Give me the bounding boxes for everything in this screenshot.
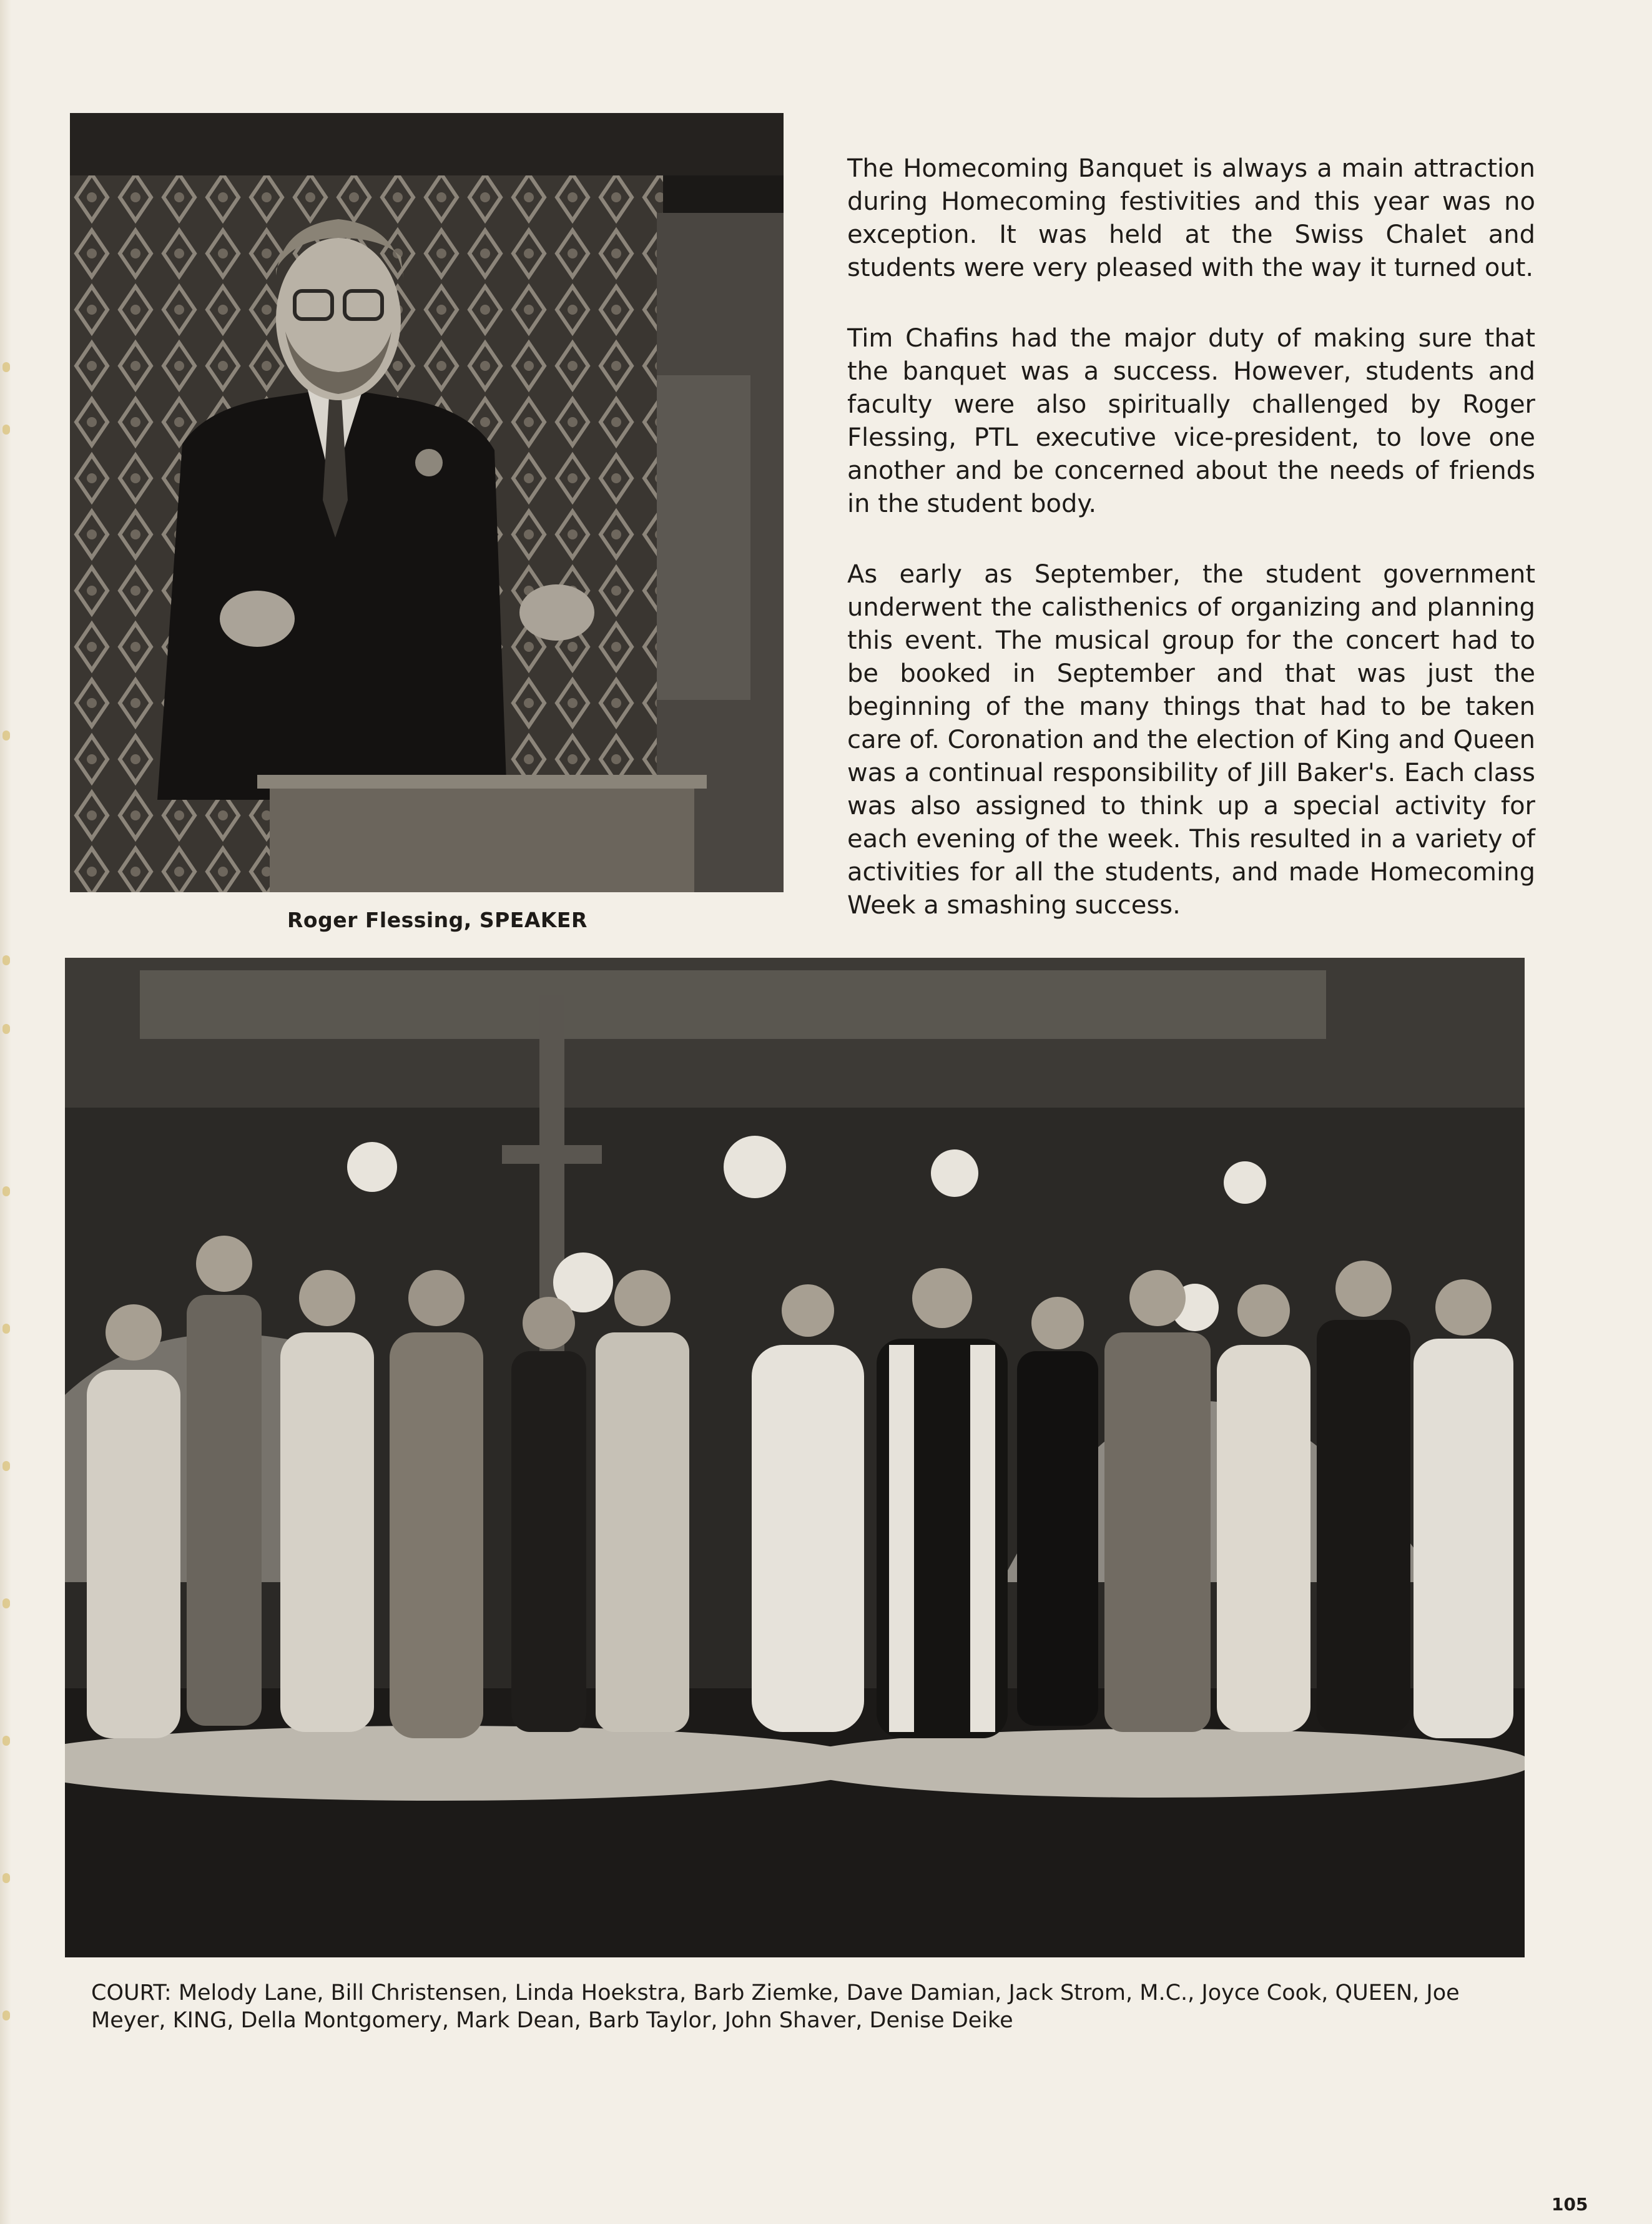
binding-hole xyxy=(2,1873,10,1883)
article-paragraph: As early as September, the student government underwent the calisthenics of organizing and planning this event. The musical group for the concert had to be booked in September and that was just the beginning of the many things that had to be taken care of. Coronation and the election of King and Queen was a continual responsibility of Jill Baker's. Each class was also assigned to think up a special activity for each evening of the week. This resulted in a variety of activities for all the students, and made Homecoming Week a smashing success. xyxy=(847,560,1535,920)
binding-hole xyxy=(2,1186,10,1196)
speaker-caption: Roger Flessing, SPEAKER xyxy=(287,908,588,932)
article-body xyxy=(847,152,1535,960)
article-paragraph: Tim Chafins had the major duty of making sure that the banquet was a success. However, students and faculty were also spiritually challenged by Roger Flessing, PTL executive vice-president, to love one another and be concerned about the needs of friends in the student body. xyxy=(847,324,1535,518)
article-paragraph: The Homecoming Banquet is always a main attraction during Homecoming festivities and this year was no exception. It was held at the Swiss Chalet and students were very pleased with the way it turned out. xyxy=(847,154,1535,282)
binding-hole xyxy=(2,1024,10,1034)
court-photo xyxy=(65,958,1525,1957)
binding-hole xyxy=(2,955,10,965)
binding-hole xyxy=(2,1461,10,1471)
binding-hole xyxy=(2,362,10,372)
binding-hole xyxy=(2,1736,10,1746)
binding-edge xyxy=(0,0,11,2224)
court-caption: COURT: Melody Lane, Bill Christensen, Linda Hoekstra, Barb Ziemke, Dave Damian, Jack Strom, M.C., Joyce Cook, QUEEN, Joe Meyer, KING, Della Montgomery, Mark Dean, Barb Taylor, John Shaver, Denise Deike xyxy=(91,1980,1460,2033)
page-number: 105 xyxy=(1551,2194,1588,2215)
binding-hole xyxy=(2,425,10,435)
binding-hole xyxy=(2,2010,10,2020)
binding-hole xyxy=(2,1324,10,1334)
binding-hole xyxy=(2,1598,10,1608)
speaker-photo xyxy=(70,113,784,892)
binding-hole xyxy=(2,731,10,741)
